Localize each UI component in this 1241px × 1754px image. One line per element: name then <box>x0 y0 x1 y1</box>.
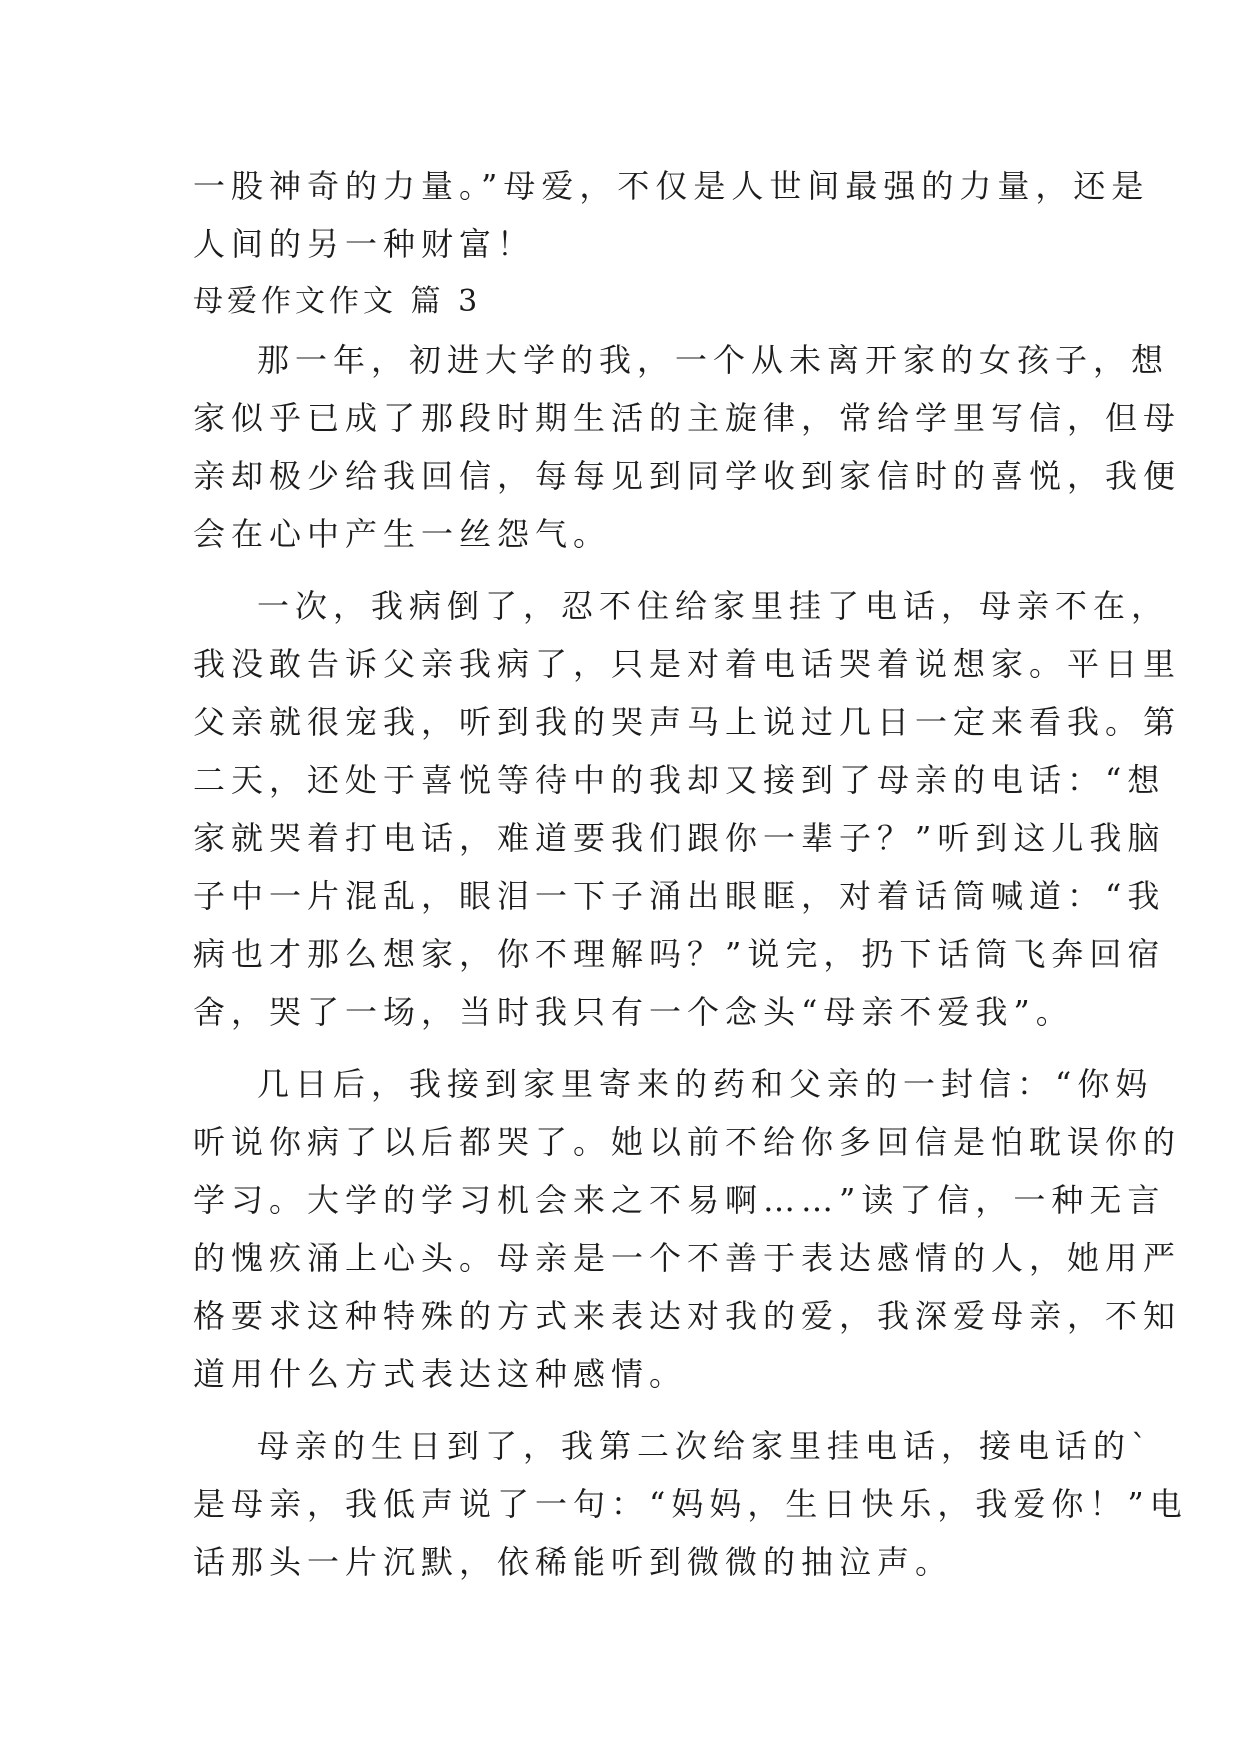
text-line: 学习。大学的学习机会来之不易啊……”读了信，一种无言 <box>193 1181 1166 1219</box>
text-line: 一次，我病倒了，忍不住给家里挂了电话，母亲不在， <box>257 587 1170 625</box>
text-line: 父亲就很宠我，听到我的哭声马上说过几日一定来看我。第 <box>193 703 1182 741</box>
text-line: 是母亲，我低声说了一句：“妈妈，生日快乐，我爱你！”电 <box>193 1485 1188 1523</box>
text-line: 我没敢告诉父亲我病了，只是对着电话哭着说想家。平日里 <box>193 645 1182 683</box>
text-line: 舍，哭了一场，当时我只有一个念头“母亲不爱我”。 <box>193 993 1074 1031</box>
paragraph-2 <box>193 577 1182 1041</box>
intro-paragraph <box>193 157 1150 273</box>
text-line: 几日后，我接到家里寄来的药和父亲的一封信：“你妈 <box>257 1065 1154 1103</box>
text-line: 会在心中产生一丝怨气。 <box>193 515 612 553</box>
text-line: 人间的另一种财富！ <box>193 225 536 263</box>
text-line: 二天，还处于喜悦等待中的我却又接到了母亲的电话：“想 <box>193 761 1166 799</box>
paragraph-1 <box>193 331 1182 563</box>
text-line: 家就哭着打电话，难道要我们跟你一辈子？”听到这儿我脑 <box>193 819 1166 857</box>
paragraph-4 <box>193 1417 1188 1591</box>
text-line: 亲却极少给我回信，每每见到同学收到家信时的喜悦，我便 <box>193 457 1182 495</box>
text-line: 的愧疚涌上心头。母亲是一个不善于表达感情的人，她用严 <box>193 1239 1182 1277</box>
text-line: 病也才那么想家，你不理解吗？”说完，扔下话筒飞奔回宿 <box>193 935 1166 973</box>
section-title: 母爱作文作文 篇 3 <box>193 284 482 319</box>
paragraph-3 <box>193 1055 1182 1403</box>
text-line: 话那头一片沉默，依稀能听到微微的抽泣声。 <box>193 1543 954 1581</box>
text-line: 道用什么方式表达这种感情。 <box>193 1355 688 1393</box>
text-line: 家似乎已成了那段时期生活的主旋律，常给学里写信，但母 <box>193 399 1182 437</box>
text-line: 那一年，初进大学的我，一个从未离开家的女孩子，想 <box>257 341 1170 379</box>
text-line: 一股神奇的力量。”母爱，不仅是人世间最强的力量，还是 <box>193 167 1150 205</box>
text-line: 子中一片混乱，眼泪一下子涌出眼眶，对着话筒喊道：“我 <box>193 877 1166 915</box>
text-line: 母亲的生日到了，我第二次给家里挂电话，接电话的` <box>257 1427 1154 1465</box>
text-line: 格要求这种特殊的方式来表达对我的爱，我深爱母亲，不知 <box>193 1297 1182 1335</box>
text-line: 听说你病了以后都哭了。她以前不给你多回信是怕耽误你的 <box>193 1123 1182 1161</box>
document-body <box>193 157 1188 1591</box>
